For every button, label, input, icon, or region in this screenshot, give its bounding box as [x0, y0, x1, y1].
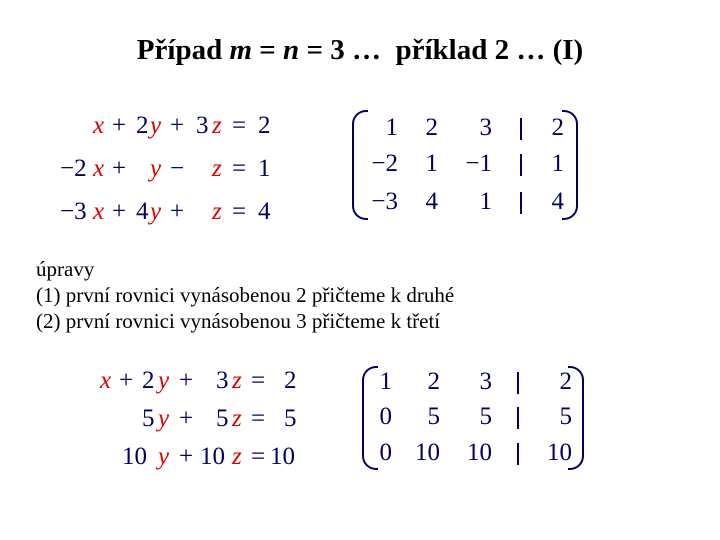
eq-rhs: 2 [258, 112, 271, 139]
eq-coefficient: 3 [216, 367, 229, 394]
eq-term: z [212, 198, 222, 225]
eq-equals: = [251, 443, 266, 470]
eq-coefficient: 3 [196, 112, 209, 139]
matrix-separator [517, 372, 519, 394]
equation-row-1 [60, 112, 290, 155]
eq-rhs: 2 [284, 367, 297, 394]
eq-term: z [232, 443, 242, 470]
eq-rhs: 4 [258, 198, 271, 225]
eq-coefficient: 4 [136, 198, 149, 225]
matrix-cell: 0 [379, 439, 392, 466]
eq-term: y [150, 112, 162, 139]
eq-rhs: 1 [258, 155, 271, 182]
eq-term: y [158, 405, 170, 432]
transformation-notes [36, 256, 454, 334]
eq-equals: = [251, 405, 266, 432]
matrix-cell: −1 [465, 150, 492, 177]
matrix-cell: 4 [551, 188, 564, 215]
matrix-separator [520, 154, 522, 176]
matrix-cell: 2 [551, 114, 564, 141]
eq-equals: = [232, 112, 247, 139]
eq-coefficient: −3 [60, 198, 87, 225]
matrix-bracket-right [562, 110, 578, 220]
equation-row-3 [60, 198, 290, 241]
eq-rhs: 10 [270, 443, 295, 470]
matrix-bracket-left [352, 110, 368, 220]
matrix-cell: 5 [479, 403, 492, 430]
eq-coefficient: 2 [136, 112, 149, 139]
eq-term: y [150, 198, 162, 225]
eq-operator: + [112, 155, 127, 182]
matrix-cell: 1 [479, 188, 492, 215]
matrix-bracket-left [362, 366, 378, 470]
eq-operator: + [170, 198, 185, 225]
equation-system-transformed [100, 367, 310, 477]
equation-row-2 [60, 155, 290, 198]
equation-system-original [60, 112, 290, 242]
matrix-cell: 1 [425, 150, 438, 177]
notes-step-2: (2) první rovnici vynásobenou 3 přičteme k třetí [36, 309, 441, 333]
matrix-cell: 1 [385, 114, 398, 141]
matrix-cell: 2 [427, 368, 440, 395]
title-rest: = 3 … příklad 2 … (I) [299, 34, 584, 66]
matrix-cell: 5 [559, 403, 572, 430]
eq-coefficient: −2 [60, 155, 87, 182]
eq-coefficient: 10 [122, 443, 147, 470]
eq-equals: = [232, 155, 247, 182]
matrix-cell: 10 [547, 439, 572, 466]
matrix-cell: 10 [467, 439, 492, 466]
eq-term: x [93, 198, 105, 225]
matrix-separator [520, 118, 522, 140]
title-prefix: Případ [136, 34, 230, 66]
eq-operator: − [170, 155, 185, 182]
eq-term: z [212, 155, 222, 182]
eq-term: y [158, 367, 170, 394]
equation-row-3 [100, 443, 310, 481]
slide-title [0, 34, 720, 67]
notes-step-1: (1) první rovnici vynásobenou 2 přičteme k druhé [36, 283, 455, 307]
equation-row-1 [100, 367, 310, 405]
eq-term: z [232, 367, 242, 394]
eq-coefficient: 5 [142, 405, 155, 432]
eq-operator: + [112, 198, 127, 225]
eq-coefficient: 5 [216, 405, 229, 432]
eq-term: x [93, 112, 105, 139]
augmented-matrix-transformed [362, 366, 584, 470]
matrix-cell: 2 [425, 114, 438, 141]
matrix-cell: 0 [379, 403, 392, 430]
matrix-separator [517, 443, 519, 465]
eq-operator: + [112, 112, 127, 139]
eq-equals: = [251, 367, 266, 394]
eq-operator: + [179, 405, 194, 432]
augmented-matrix-original [352, 110, 578, 220]
eq-term: y [150, 155, 162, 182]
matrix-cell: 5 [427, 403, 440, 430]
eq-term: z [232, 405, 242, 432]
title-equals: = [252, 34, 284, 66]
title-variable-m: m [229, 34, 253, 66]
eq-coefficient: 10 [200, 443, 225, 470]
title-variable-n: n [283, 34, 300, 66]
matrix-cell: 3 [479, 114, 492, 141]
matrix-separator [520, 192, 522, 214]
eq-equals: = [232, 198, 247, 225]
matrix-cell: 2 [559, 368, 572, 395]
matrix-cell: 1 [379, 368, 392, 395]
eq-operator: + [179, 443, 194, 470]
eq-operator: + [170, 112, 185, 139]
matrix-cell: 10 [415, 439, 440, 466]
eq-operator: + [179, 367, 194, 394]
notes-heading: úpravy [36, 257, 95, 281]
eq-term: x [100, 367, 112, 394]
matrix-cell: −3 [371, 188, 398, 215]
matrix-cell: 1 [551, 150, 564, 177]
eq-coefficient: 2 [142, 367, 155, 394]
eq-rhs: 5 [284, 405, 297, 432]
eq-term: x [93, 155, 105, 182]
matrix-separator [517, 407, 519, 429]
matrix-cell: 4 [425, 188, 438, 215]
eq-operator: + [119, 367, 134, 394]
matrix-cell: 3 [479, 368, 492, 395]
matrix-cell: −2 [371, 150, 398, 177]
eq-term: y [158, 443, 170, 470]
equation-row-2 [100, 405, 310, 443]
eq-term: z [212, 112, 222, 139]
